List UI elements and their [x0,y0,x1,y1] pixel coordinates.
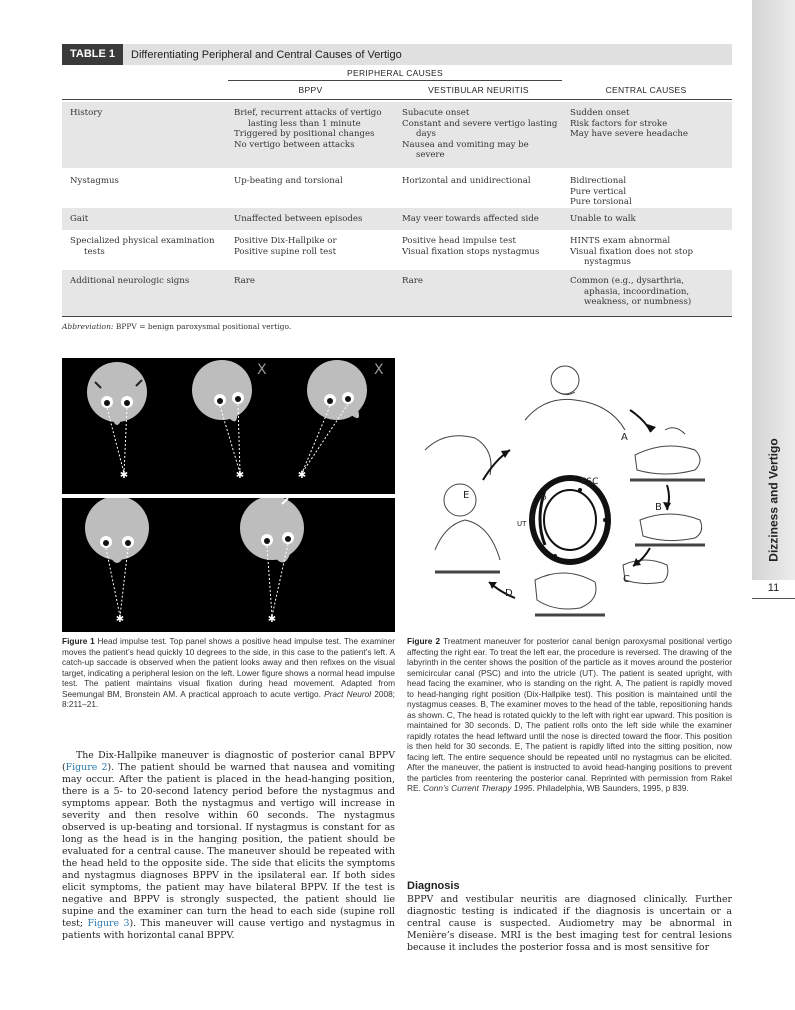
cell-line: Unaffected between episodes [234,214,363,224]
label-c: C [623,574,630,585]
label-d: D [505,588,513,599]
cell-line: Gait [70,214,89,224]
cell-central [570,108,730,140]
figure3-link[interactable]: Figure 3 [87,918,130,929]
cell-line: aphasia, incoordination, [584,286,690,297]
cell-central [570,176,730,208]
table-row [62,208,732,230]
cell-line: severe [416,150,445,160]
header-rule [62,99,732,100]
label-e: E [463,490,470,501]
head-illustration [240,498,304,625]
cell-bppv [234,214,399,225]
body-paragraph-left: The Dix-Hallpike maneuver is diagnostic of posterior canal BPPV (Figure 2). The patient should be warned that nausea and vomiting may occur. After the patient is placed in the head-hanging position, there is a 5- to 20-second latency period before the nystagmus and symptoms appear. Both the nystagmus and vertigo will increase in severity and then resolve within 60 seconds. The nystagmus observed is up-beating and torsional. If nystagmus is constant for as long as the head is in the hanging position, the patient should be evaluated for a central cause. The maneuver should be repeated with the head held to the opposite side. The side that elicits the symptoms and nystagmus diagnoses BPPV in the ipsilateral ear. If both sides elicit symptoms, the patient may have bilateral BPPV. If the test is negative and BPPV is strongly suspected, the patient should lie supine and the examiner can turn the head to each side (supine roll test; Figure 3). This maneuver will cause vertigo and nystagmus in patients with horizontal canal BPPV. [62,750,395,941]
cell-line: days [416,129,436,139]
svg-text:✱: ✱ [119,470,129,481]
cell-neuritis [402,108,567,161]
cell-bppv [234,176,399,187]
section-title: Dizziness and Vertigo [766,438,781,562]
cell-central [570,214,730,225]
cell-neuritis [402,176,567,187]
cell-line: Triggered by positional changes [234,129,375,139]
cell-bppv [234,236,399,257]
cell-line: tests [84,246,105,257]
table-row [62,170,732,208]
figure1-top-panel [62,358,395,494]
cell-line: Bidirectional [570,176,627,186]
table-row [62,270,732,316]
cell-line: Pure torsional [570,197,632,207]
table-header [62,44,732,65]
cell-line: Unable to walk [570,214,636,224]
row-label [70,236,230,257]
figure2-caption: Figure 2 Treatment maneuver for posterior canal benign paroxysmal positional vertigo affecting the right ear. To treat the left ear, the procedure is reversed. The drawing of the labyrinth in the center shows the position of the particle as it moves around the posterior semicircular canal (PSC) and into the utricle (UT). The patient is seated upright, with head facing the examiner, who is standing on the right. A, The patient is rapidly moved to head-hanging right position (Dix-Hallpike test). This position is maintained until the nystagmus ceases. B, The examiner moves to the head of the table, repositioning hands as shown. C, The head is rotated quickly to the left with right ear upward. This position is maintained for 30 seconds. D, The patient rolls onto the left side while the examiner rapidly rotates the head leftward until the nose is directed toward the floor. This position is then held for 30 seconds. E, The patient is rapidly lifted into the sitting position, now facing left. The entire sequence should be repeated until no nystagmus can be elicited. After the maneuver, the patient is instructed to avoid head-hanging positions to prevent the particles from reentering the posterior canal. Reprinted with permission from Rakel RE. Conn’s Current Therapy 1995. Philadelphia, WB Saunders, 1995, p 839. [407,636,732,793]
cell-line: Horizontal and unidirectional [402,176,531,186]
figure2-diagram [405,360,738,632]
label-psc: PSC [581,477,599,487]
cell-line: Visual fixation stops nystagmus [402,246,540,257]
body-paragraph-right: BPPV and vestibular neuritis are diagnosed clinically. Further diagnostic testing is indicated if the diagnosis is uncertain or a central cause is suspected. Audiometry may be abnormal in Menière’s disease. MRI is the best imaging test for central lesions because it includes the posterior fossa and is most sensitive for [407,894,732,953]
section-side-tab [752,0,795,1010]
column-header-neuritis: VESTIBULAR NEURITIS [428,85,529,95]
cell-line: Brief, recurrent attacks of vertigo [234,108,382,118]
head-illustration [85,498,149,625]
cell-line: Rare [234,276,255,286]
cell-neuritis [402,236,567,257]
cell-line: History [70,108,103,118]
x-mark: X [374,362,384,378]
abbreviation-note: Abbreviation: BPPV = benign paroxysmal positional vertigo. [62,322,292,331]
row-label [70,214,230,225]
cell-line: Nausea and vomiting may be [402,139,529,150]
head-illustration [87,362,147,481]
table-row [62,230,732,270]
cell-neuritis [402,276,567,287]
label-e-small: E [531,514,536,522]
cell-line: Positive Dix-Hallpike or [234,236,337,246]
column-header-central: CENTRAL CAUSES [605,85,687,95]
table-title: Differentiating Peripheral and Central Causes of Vertigo [131,48,402,61]
peripheral-causes-header: PERIPHERAL CAUSES [228,68,562,81]
svg-text:✱: ✱ [235,470,245,481]
cell-line: Positive supine roll test [234,246,337,257]
figure1-bottom-panel [62,498,395,632]
diagnosis-heading: Diagnosis [407,880,460,892]
row-label [70,176,230,187]
cell-line: Subacute onset [402,108,470,118]
column-header-bppv: BPPV [298,85,323,95]
table-bottom-rule [62,316,732,317]
cell-line: lasting less than 1 minute [248,118,361,129]
row-label [70,276,230,287]
cell-line: HINTS exam abnormal [570,236,671,246]
labyrinth-diagram [532,478,608,562]
cell-bppv [234,276,399,287]
x-mark: X [257,362,267,378]
cell-line: Sudden onset [570,108,630,118]
cell-bppv [234,108,399,150]
svg-text:✱: ✱ [267,614,277,625]
head-illustration [192,360,252,481]
cell-line: May veer towards affected side [402,214,539,224]
table-row [62,102,732,168]
cell-line: Risk factors for stroke [570,118,668,129]
label-ut: UT [517,520,527,528]
svg-text:✱: ✱ [297,470,307,481]
cell-line: Additional neurologic signs [70,276,190,286]
cell-central [570,276,730,308]
cell-line: May have severe headache [570,129,689,139]
svg-text:✱: ✱ [115,614,125,625]
table-label: TABLE 1 [62,44,123,65]
cell-neuritis [402,214,567,225]
row-label [70,108,230,119]
cell-line: Constant and severe vertigo lasting [402,118,558,129]
cell-line: Rare [402,276,423,286]
cell-line: Up-beating and torsional [234,176,343,186]
page-number: 11 [752,580,795,599]
cell-line: weakness, or numbness) [584,297,692,307]
cell-line: Specialized physical examination [70,236,215,246]
cell-line: Positive head impulse test [402,236,516,246]
cell-central [570,236,730,268]
figure2-link[interactable]: Figure 2 [65,762,108,773]
cell-line: nystagmus [584,257,631,267]
cell-line: Common (e.g., dysarthria, [570,276,685,286]
label-d-small: D [541,494,547,502]
cell-line: Visual fixation does not stop [570,246,694,257]
cell-line: No vertigo between attacks [234,139,355,150]
label-b: B [655,502,662,513]
head-illustration [298,360,367,481]
cell-line: Nystagmus [70,176,119,186]
cell-line: Pure vertical [570,186,627,197]
label-a: A [621,432,628,443]
patient-head [444,484,476,516]
figure1-caption: Figure 1 Head impulse test. Top panel shows a positive head impulse test. The examiner moves the patient’s head quickly 10 degrees to the side, in this case to the patient’s left. A catch-up saccade is observed when the patient looks away and then refixes on the visual target, indicating a peripheral lesion on the left. Lower figure shows a normal head impulse test. The patient maintains visual fixation during head movement. Adapted from Seemungal BM, Bronstein AM. A practical approach to acute vertigo. Pract Neurol 2008; 8:211–21. [62,636,395,709]
